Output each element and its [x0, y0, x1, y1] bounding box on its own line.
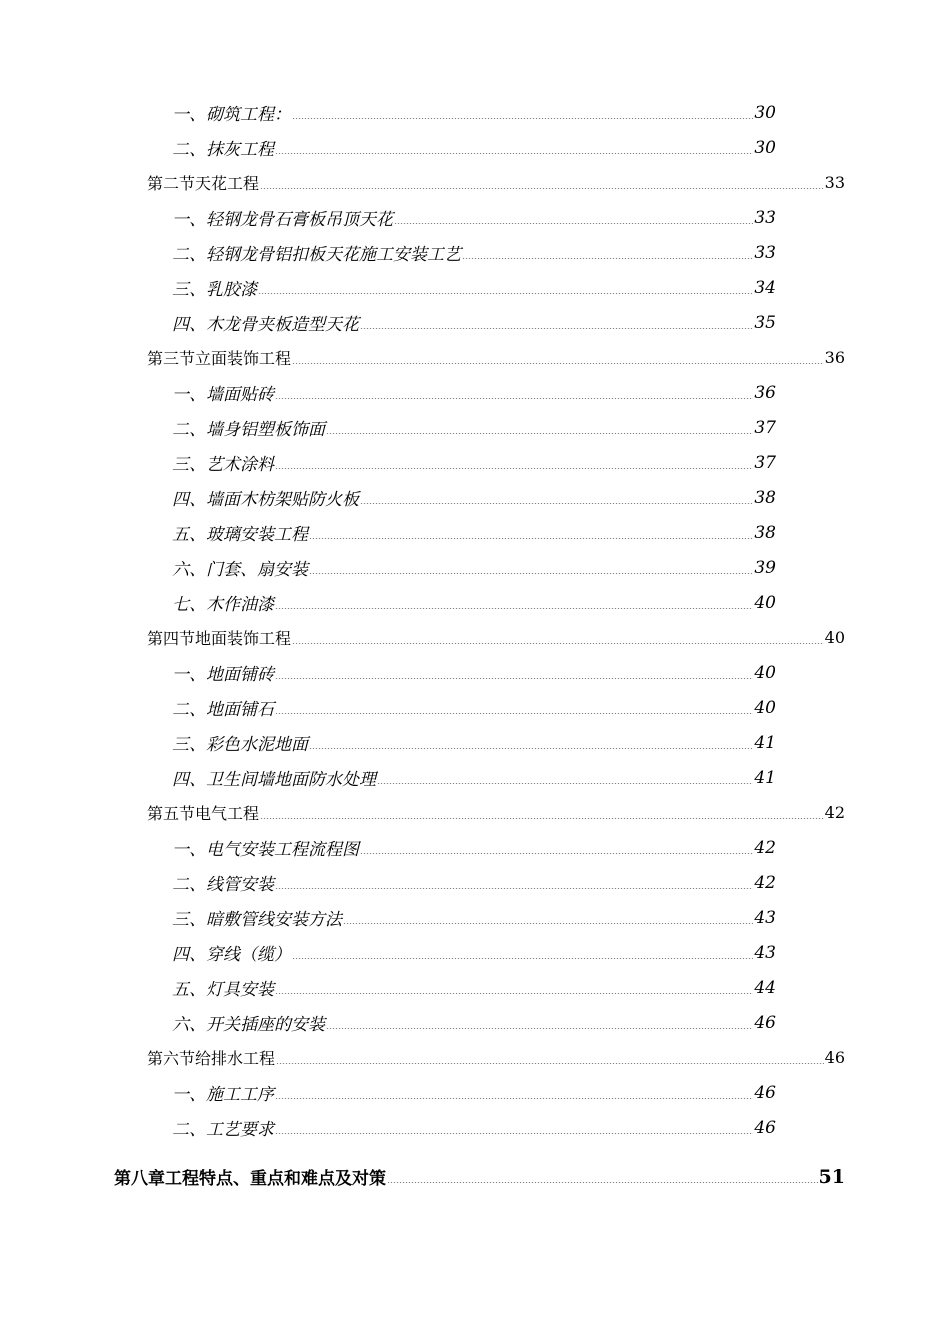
- dot-leader: [360, 503, 753, 504]
- dot-leader: [292, 363, 824, 364]
- toc-subsection-entry[interactable]: [0, 725, 776, 760]
- toc-entry-page-number: 42: [754, 872, 776, 893]
- dot-leader: [275, 1133, 753, 1134]
- toc-entry-page-number: 38: [754, 487, 776, 508]
- toc-entry-title: 第二节天花工程: [147, 174, 260, 193]
- dot-leader: [275, 398, 753, 399]
- toc-entry-page-number: 40: [754, 697, 776, 718]
- dot-leader: [309, 538, 753, 539]
- toc-section-entry[interactable]: [0, 620, 845, 655]
- dot-leader: [462, 258, 753, 259]
- toc-entry-title: 一、砌筑工程：: [172, 105, 291, 125]
- toc-subsection-entry[interactable]: [0, 585, 776, 620]
- dot-leader: [309, 573, 753, 574]
- toc-subsection-entry[interactable]: [0, 480, 776, 515]
- toc-entry-page-number: 33: [754, 207, 776, 228]
- dot-leader: [309, 748, 753, 749]
- toc-entry-title: 三、艺术涂料: [172, 455, 274, 475]
- toc-subsection-entry[interactable]: [0, 200, 776, 235]
- toc-entry-page-number: 43: [754, 907, 776, 928]
- toc-subsection-entry[interactable]: [0, 830, 776, 865]
- toc-entry-title: 六、开关插座的安装: [172, 1015, 325, 1035]
- toc-subsection-entry[interactable]: [0, 375, 776, 410]
- toc-subsection-entry[interactable]: [0, 445, 776, 480]
- toc-entry-title: 七、木作油漆: [172, 595, 274, 615]
- toc-entry-page-number: 40: [754, 592, 776, 613]
- dot-leader: [292, 958, 753, 959]
- toc-entry-page-number: 34: [754, 277, 776, 298]
- toc-entry-title: 四、穿线（缆）: [172, 945, 291, 965]
- toc-entry-page-number: 35: [754, 312, 776, 333]
- toc-entry-page-number: 39: [754, 557, 776, 578]
- dot-leader: [326, 433, 753, 434]
- toc-subsection-entry[interactable]: [0, 935, 776, 970]
- toc-entry-page-number: 33: [824, 173, 845, 192]
- toc-entry-title: 五、灯具安装: [172, 980, 274, 1000]
- toc-entry-title: 第八章工程特点、重点和难点及对策: [114, 1169, 386, 1189]
- toc-entry-title: 四、卫生间墙地面防水处理: [172, 770, 376, 790]
- toc-subsection-entry[interactable]: [0, 305, 776, 340]
- toc-entry-page-number: 51: [818, 1165, 845, 1188]
- toc-entry-title: 一、地面铺砖: [172, 665, 274, 685]
- dot-leader: [275, 608, 753, 609]
- toc-subsection-entry[interactable]: [0, 515, 776, 550]
- toc-entry-title: 三、暗敷管线安装方法: [172, 910, 342, 930]
- toc-section-entry[interactable]: [0, 340, 845, 375]
- toc-entry-title: 一、轻钢龙骨石膏板吊顶天花: [172, 210, 393, 230]
- toc-entry-page-number: 38: [754, 522, 776, 543]
- toc-entry-title: 二、地面铺石: [172, 700, 274, 720]
- toc-subsection-entry[interactable]: [0, 270, 776, 305]
- dot-leader: [276, 1063, 824, 1064]
- toc-entry-title: 二、墙身铝塑板饰面: [172, 420, 325, 440]
- toc-entry-title: 二、轻钢龙骨铝扣板天花施工安装工艺: [172, 245, 461, 265]
- toc-entry-page-number: 44: [754, 977, 776, 998]
- toc-subsection-entry[interactable]: [0, 690, 776, 725]
- toc-entry-title: 五、玻璃安装工程: [172, 525, 308, 545]
- dot-leader: [275, 468, 753, 469]
- dot-leader: [394, 223, 753, 224]
- toc-subsection-entry[interactable]: [0, 235, 776, 270]
- dot-leader: [275, 678, 753, 679]
- toc-subsection-entry[interactable]: [0, 970, 776, 1005]
- toc-entry-title: 三、乳胶漆: [172, 280, 257, 300]
- toc-entry-title: 四、墙面木枋架贴防火板: [172, 490, 359, 510]
- table-of-contents: [0, 95, 950, 1194]
- dot-leader: [275, 713, 753, 714]
- toc-entry-page-number: 46: [824, 1048, 845, 1067]
- toc-entry-page-number: 36: [824, 348, 845, 367]
- toc-entry-page-number: 42: [754, 837, 776, 858]
- dot-leader: [275, 153, 753, 154]
- dot-leader: [360, 328, 753, 329]
- dot-leader: [360, 853, 753, 854]
- dot-leader: [258, 293, 753, 294]
- dot-leader: [377, 783, 753, 784]
- dot-leader: [260, 818, 824, 819]
- toc-subsection-entry[interactable]: [0, 1110, 776, 1145]
- toc-entry-title: 一、墙面贴砖: [172, 385, 274, 405]
- toc-subsection-entry[interactable]: [0, 130, 776, 165]
- toc-subsection-entry[interactable]: [0, 550, 776, 585]
- toc-entry-page-number: 33: [754, 242, 776, 263]
- toc-subsection-entry[interactable]: [0, 865, 776, 900]
- toc-entry-title: 第五节电气工程: [147, 804, 260, 823]
- toc-entry-page-number: 40: [824, 628, 845, 647]
- toc-section-entry[interactable]: [0, 1040, 845, 1075]
- toc-entry-page-number: 30: [754, 137, 776, 158]
- toc-entry-title: 六、门套、扇安装: [172, 560, 308, 580]
- toc-section-entry[interactable]: [0, 165, 845, 200]
- toc-entry-page-number: 41: [754, 732, 776, 753]
- toc-entry-page-number: 41: [754, 767, 776, 788]
- toc-entry-page-number: 36: [754, 382, 776, 403]
- toc-subsection-entry[interactable]: [0, 1005, 776, 1040]
- toc-subsection-entry[interactable]: [0, 760, 776, 795]
- toc-entry-page-number: 40: [754, 662, 776, 683]
- dot-leader: [326, 1028, 753, 1029]
- dot-leader: [343, 923, 753, 924]
- dot-leader: [292, 118, 753, 119]
- toc-entry-page-number: 46: [754, 1082, 776, 1103]
- toc-chapter-entry[interactable]: [0, 1159, 845, 1194]
- dot-leader: [275, 1098, 753, 1099]
- toc-entry-title: 三、彩色水泥地面: [172, 735, 308, 755]
- toc-entry-page-number: 46: [754, 1117, 776, 1138]
- toc-subsection-entry[interactable]: [0, 655, 776, 690]
- toc-entry-title: 二、工艺要求: [172, 1120, 274, 1140]
- toc-subsection-entry[interactable]: [0, 900, 776, 935]
- toc-section-entry[interactable]: [0, 795, 845, 830]
- dot-leader: [275, 888, 753, 889]
- toc-entry-title: 一、电气安装工程流程图: [172, 840, 359, 860]
- toc-entry-page-number: 30: [754, 102, 776, 123]
- toc-entry-page-number: 42: [824, 803, 845, 822]
- dot-leader: [260, 188, 824, 189]
- toc-entry-title: 四、木龙骨夹板造型天花: [172, 315, 359, 335]
- toc-entry-title: 第六节给排水工程: [147, 1049, 276, 1068]
- toc-subsection-entry[interactable]: [0, 410, 776, 445]
- toc-entry-title: 一、施工工序: [172, 1085, 274, 1105]
- toc-entry-title: 第三节立面装饰工程: [147, 349, 292, 368]
- toc-subsection-entry[interactable]: [0, 95, 776, 130]
- dot-leader: [275, 993, 753, 994]
- dot-leader: [387, 1182, 818, 1183]
- toc-entry-page-number: 46: [754, 1012, 776, 1033]
- toc-entry-title: 二、线管安装: [172, 875, 274, 895]
- toc-entry-page-number: 43: [754, 942, 776, 963]
- dot-leader: [292, 643, 824, 644]
- toc-entry-title: 二、抹灰工程: [172, 140, 274, 160]
- toc-entry-page-number: 37: [754, 452, 776, 473]
- toc-entry-page-number: 37: [754, 417, 776, 438]
- toc-subsection-entry[interactable]: [0, 1075, 776, 1110]
- toc-entry-title: 第四节地面装饰工程: [147, 629, 292, 648]
